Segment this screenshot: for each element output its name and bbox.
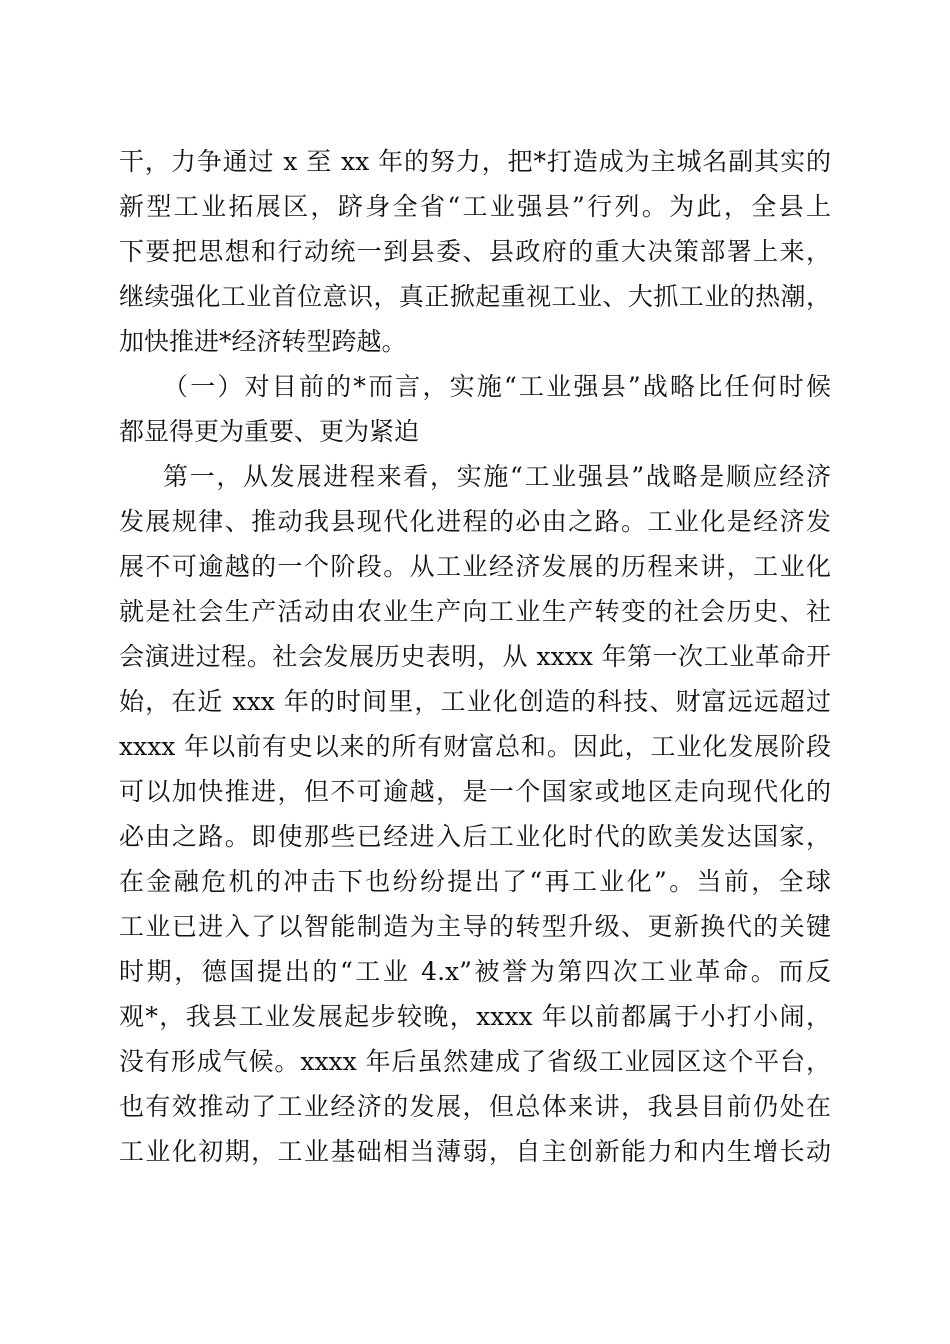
- text-line: 下要把思想和行动统一到县委、县政府的重大决策部署上来，: [119, 237, 831, 266]
- text-line: xxxx 年以前有史以来的所有财富总和。因此，工业化发展阶段: [119, 732, 831, 761]
- text-line: 在金融危机的冲击下也纷纷提出了“再工业化”。当前，全球: [119, 867, 831, 896]
- text-line: 第一，从发展进程来看，实施“工业强县”战略是顺应经济: [163, 462, 831, 491]
- text-line: 干，力争通过 x 至 xx 年的努力，把*打造成为主城名副其实的: [119, 147, 831, 176]
- text-line: 必由之路。即使那些已经进入后工业化时代的欧美发达国家，: [119, 822, 831, 851]
- text-line: 时期，德国提出的“工业 4.x”被誉为第四次工业革命。而反: [119, 957, 831, 986]
- text-line: 没有形成气候。xxxx 年后虽然建成了省级工业园区这个平台，: [119, 1047, 831, 1076]
- text-line: 会演进过程。社会发展历史表明，从 xxxx 年第一次工业革命开: [119, 642, 831, 671]
- text-line: 工业已进入了以智能制造为主导的转型升级、更新换代的关键: [119, 912, 831, 941]
- text-line: 加快推进*经济转型跨越。: [119, 327, 407, 356]
- text-line: 发展规律、推动我县现代化进程的必由之路。工业化是经济发: [119, 507, 831, 536]
- text-line: 工业化初期，工业基础相当薄弱，自主创新能力和内生增长动: [119, 1137, 831, 1166]
- section-heading-line: （一）对目前的*而言，实施“工业强县”战略比任何时候: [163, 372, 831, 401]
- text-line: 也有效推动了工业经济的发展，但总体来讲，我县目前仍处在: [119, 1092, 831, 1121]
- text-line: 继续强化工业首位意识，真正掀起重视工业、大抓工业的热潮，: [119, 282, 831, 311]
- text-line: 可以加快推进，但不可逾越，是一个国家或地区走向现代化的: [119, 777, 831, 806]
- section-heading-line: 都显得更为重要、更为紧迫: [119, 417, 420, 446]
- body-text: [119, 139, 831, 1174]
- text-line: 观*，我县工业发展起步较晚，xxxx 年以前都属于小打小闹，: [119, 1002, 831, 1031]
- text-line: 就是社会生产活动由农业生产向工业生产转变的社会历史、社: [119, 597, 831, 626]
- text-line: 新型工业拓展区，跻身全省“工业强县”行列。为此，全县上: [119, 192, 831, 221]
- text-line: 展不可逾越的一个阶段。从工业经济发展的历程来讲，工业化: [119, 552, 831, 581]
- text-line: 始，在近 xxx 年的时间里，工业化创造的科技、财富远远超过: [119, 687, 831, 716]
